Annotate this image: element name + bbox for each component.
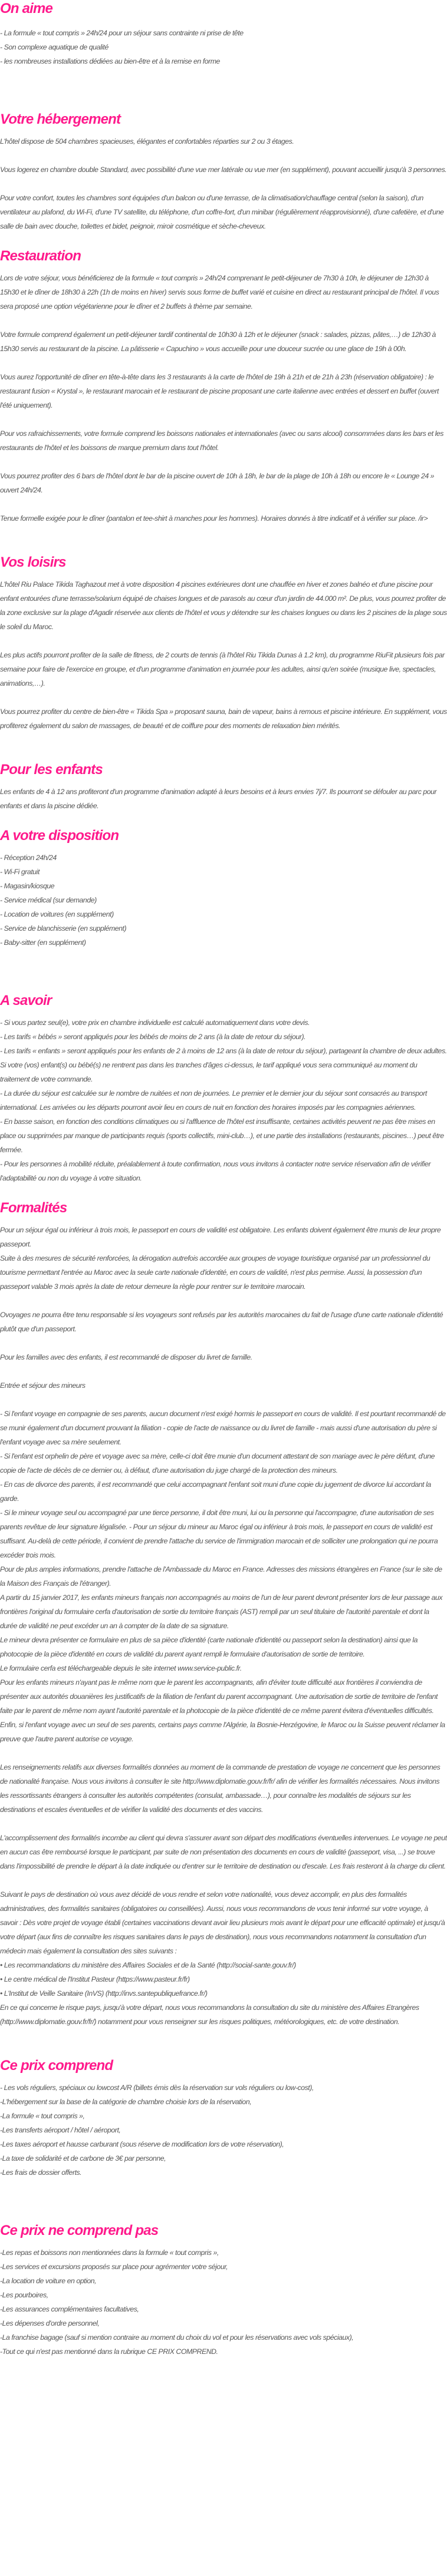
paragraph (0, 163, 447, 177)
section-title: Vos loisirs (0, 554, 66, 570)
paragraph-sanitaire (0, 1887, 447, 2029)
paragraph-text: Tenue formelle exigée pour le dîner (pantalon et tee-shirt à manches pour les hommes). Horaires donnés à titre indicatif et à vérifier sur place. /ir> (0, 514, 428, 523)
list-item: - Si vous partez seul(e), votre prix en chambre individuelle est calculé automatiquement dans votre devis. (0, 1019, 310, 1027)
paragraph-text: Vous aurez l'opportunité de dîner en tête-à-tête dans les 3 restaurants à la carte de l'hôtel de 19h à 21h et de 21h à 23h (réservation obligatoire) : le restaurant fusion « Krystal », le restaurant marocain et le restaurant de piscine proposant une carte italienne avec entrées et dessert en buffet (ouvert l'été uniquement). (0, 373, 439, 409)
paragraph-text: Suite à des mesures de sécurité renforcées, la dérogation autrefois accordée aux groupes de voyage touristique organisé par un professionnel du tourisme permettant l'entrée au Maroc avec la seule carte nationale d'identité, en cours de validité, n'est plus permise. Aussi, la possession d'un passeport valable 3 mois après la date de retour demeure la règle pour rentrer sur le territoire marocain. (0, 1254, 430, 1291)
paragraph (0, 785, 447, 813)
paragraph (0, 577, 447, 634)
section-title: Ce prix ne comprend pas (0, 2223, 159, 2238)
section-hebergement (0, 111, 447, 233)
section-a-savoir (0, 992, 447, 1185)
paragraph-text: A partir du 15 janvier 2017, les enfants mineurs français non accompagnés au moins de l'un de leur parent devront présenter lors de leur passage aux frontières l'original du formulaire cerfa d'autorisation de sortie du territoire français (AST) rempli par un seul titulaire de l'autorité parentale et dont la durée de validité ne peut excéder un an à compter de la date de sa signature. (0, 1593, 443, 1630)
section-enfants (0, 761, 447, 813)
paragraph-text: Enfin, si l'enfant voyage avec un seul de ses parents, certains pays comme l'Algérie, la Bosnie-Herzégovine, le Maroc ou la Suisse peuvent réclamer la preuve que l'autre parent autorise ce voyage. (0, 1721, 445, 1743)
paragraph-text: - Si le mineur voyage seul ou accompagné par une tierce personne, il doit être muni, lui ou la personne qui l'accompagne, d'une autorisation de ses parents revêtue de leur signature légalisée. - Pour un séjour du mineur au Maroc égal ou inférieur à trois mois, le passeport en cours de validité est suffisant. Au-delà de cette période, il convient de prendre l'attache du service de l'immigration marocain et de solliciter une prolongation qui ne pourra excéder trois mois. (0, 1509, 438, 1559)
paragraph-text: Entrée et séjour des mineurs (0, 1381, 86, 1390)
list-item: -La formule « tout compris », (0, 2112, 85, 2120)
paragraph-text: - Si l'enfant voyage en compagnie de ses parents, aucun document n'est exigé hormis le passeport en cours de validité. Il est pourtant recommandé de se munir également d'un document prouvant la filiation - copie de l'acte de naissance ou du livret de famille - mais aussi d'une autorisation du père si l'enfant voyage avec sa mère seulement. (0, 1410, 446, 1446)
paragraph-text: • Les recommandations du ministère des Affaires Sociales et de la Santé (http://social-sante.gouv.fr/) (0, 1961, 296, 1969)
list-item: - Les tarifs « enfants » seront appliqués pour les enfants de 2 à moins de 12 ans (à la date de retour du séjour), partageant la chambre de deux adultes. (0, 1047, 447, 1055)
highlights-list (0, 26, 447, 68)
paragraph-text: - En cas de divorce des parents, il est recommandé que celui accompagnant l'enfant soit muni d'une copie du jugement de divorce lui accordant la garde. (0, 1480, 431, 1503)
paragraph-text: Les plus actifs pourront profiter de la salle de fitness, de 2 courts de tennis (à l'hôtel Riu Tikida Dunas à 1.2 km), du programme RiuFit plusieurs fois par semaine pour faire de l'exercice en groupe, et d'un programme d'animation en journée pour les adultes, ainsi qu'en soirée (musique live, spectacles, animations,…). (0, 651, 445, 687)
section-restauration (0, 247, 447, 554)
paragraph-text: • Le centre médical de l'Institut Pasteur (https://www.pasteur.fr/fr) (0, 1975, 190, 1983)
section-disposition (0, 827, 447, 992)
list-item: - Service de blanchisserie (en supplément) (0, 924, 127, 932)
list-item: - Baby-sitter (en supplément) (0, 938, 86, 947)
paragraph-text: Pour vos rafraichissements, votre formule comprend les boissons nationales et internationales (avec ou sans alcool) consommées dans les bars et les restaurants de l'hôtel et les boissons de marque premium dans tout l'hôtel. (0, 429, 443, 452)
list-item: - La formule « tout compris » 24h/24 pour un séjour sans contrainte ni prise de tête (0, 29, 244, 37)
list-item: Si votre (vos) enfant(s) ou bébé(s) ne rentrent pas dans les tranches d'âges ci-dessus, le tarif appliqué vous sera communiqué au moment du traitement de votre commande. (0, 1061, 418, 1083)
paragraph (0, 705, 447, 733)
list-item: - Son complexe aquatique de qualité (0, 43, 109, 51)
list-item: - Réception 24h/24 (0, 854, 57, 862)
list-item: -La franchise bagage (sauf si mention contraire au moment du choix du vol et pour les réservations avec vols spéciaux), (0, 2333, 354, 2342)
paragraph-text: Suivant le pays de destination où vous avez décidé de vous rendre et selon votre nationalité, vous devez accomplir, en plus des formalités administratives, des formalités sanitaires (obligatoires ou conseillées). Aussi, nous vous recommandons de vous tenir informé sur votre voyage, à savoir : Dès votre projet de voyage établi (certaines vaccinations devant avoir lieu plusieurs mois avant le départ pour une efficacité optimale) et jusqu'à votre départ (aux fins de connaître les risques sanitaires dans le pays de destination), nous vous recommandons notamment la consultation d'un médecin mais également la consultation des sites suivants : (0, 1890, 445, 1955)
paragraph-text: Pour les familles avec des enfants, il est recommandé de disposer du livret de famille. (0, 1353, 252, 1361)
section-title: Restauration (0, 248, 81, 264)
section-prix-comprend (0, 2057, 447, 2222)
paragraph-text: Le formulaire cerfa est téléchargeable depuis le site internet www.service-public.fr. (0, 1664, 242, 1672)
list-item: -Tout ce qui n'est pas mentionné dans la rubrique CE PRIX COMPREND. (0, 2347, 218, 2356)
list-item: - La durée du séjour est calculée sur le nombre de nuitées et non de journées. Le premier et le dernier jour du séjour sont consacrés au transport international. Les arrivées ou les départs pourront avoir lieu en cours de nuit en fonction des horaires imposés par les compagnies aériennes. (0, 1089, 427, 1112)
section-on-aime (0, 0, 447, 111)
paragraph-text: Pour un séjour égal ou inférieur à trois mois, le passeport en cours de validité est obligatoire. Les enfants doivent également être munis de leur propre passeport. (0, 1226, 441, 1248)
list-item: - Location de voitures (en supplément) (0, 910, 114, 918)
paragraph-text: Lors de votre séjour, vous bénéficierez de la formule « tout compris » 24h/24 comprenant le petit-déjeuner de 7h30 à 10h, le déjeuner de 12h30 à 15h30 et le dîner de 18h30 à 22h (1h de moins en hiver) servis sous forme de buffet varié et cuisine en direct au restaurant principal de l'hôtel. Il vous sera proposé une option végétarienne pour le dîner et 2 buffets à thème par semaine. (0, 274, 439, 310)
paragraph-text: Les renseignements relatifs aux diverses formalités données au moment de la commande de prestation de voyage ne concernent que les personnes de nationalité française. Nous vous invitons à consulter le site http://www.diplomatie.gouv.fr/fr/ afin de vérifier les formalités nécessaires. Nous invitons les ressortissants étrangers à consulter les autorités compétentes (consulat, ambassade…), pour connaître les modalités de séjours sur les destinations et escales éventuelles et de vérifier la validité des documents et des vaccins. (0, 1763, 441, 1814)
paragraph-mineurs (0, 1407, 447, 1746)
paragraph-text: Ovoyages ne pourra être tenu responsable si les voyageurs sont refusés par les autorités marocaines du fait de l'usage d'une carte nationale d'identité plutôt que d'un passeport. (0, 1311, 443, 1333)
paragraph (0, 469, 447, 497)
list-item: - En basse saison, en fonction des conditions climatiques ou si l'affluence de l'hôtel est insuffisante, certaines activités peuvent ne pas être mises en place ou supprimées par manque de participants requis (sports collectifs, mini-club…), et une partie des installations (restaurants, piscines…) peut être fermée. (0, 1117, 444, 1154)
paragraph (0, 134, 447, 148)
paragraph (0, 1350, 447, 1364)
paragraph (0, 1760, 447, 1817)
paragraph-text: Vous logerez en chambre double Standard, avec possibilité d'une vue mer latérale ou vue mer (en supplément), pouvant accueillir jusqu'à 3 personnes. (0, 166, 447, 174)
list-item: - Les tarifs « bébés » seront appliqués pour les bébés de moins de 2 ans (à la date de retour du séjour). (0, 1033, 306, 1041)
list-item: -Les transferts aéroport / hôtel / aéroport, (0, 2126, 121, 2134)
list-item: -L'hébergement sur la base de la catégorie de chambre choisie lors de la réservation, (0, 2098, 252, 2106)
list-item: - Les vols réguliers, spéciaux ou lowcost A/R (billets émis dès la réservation sur vols réguliers ou low-cost), (0, 2084, 314, 2092)
paragraph-text: - Si l'enfant est orphelin de père et voyage avec sa mère, celle-ci doit être munie d'un document attestant de son mariage avec le père défunt, d'une copie de l'acte de décès de ce dernier ou, à défaut, d'une autorisation du juge chargé de la protection des mineurs. (0, 1452, 435, 1474)
paragraph (0, 1831, 447, 1873)
list-item: -La location de voiture en option, (0, 2277, 97, 2285)
section-title: Formalités (0, 1200, 67, 1216)
paragraph-text: Votre formule comprend également un petit-déjeuner tardif continental de 10h30 à 12h et le déjeuner (snack : salades, pizzas, pâtes,…) de 12h30 à 15h30 servis au restaurant de la piscine. La pâtisserie « Capuchino » vous accueille pour une douceur sucrée ou une glace de 19h à 00h. (0, 330, 436, 353)
section-title: Votre hébergement (0, 111, 121, 127)
paragraph-text: L'hôtel dispose de 504 chambres spacieuses, élégantes et confortables réparties sur 2 ou 3 étages. (0, 137, 294, 146)
paragraph-text: Pour les enfants mineurs n'ayant pas le même nom que le parent les accompagnants, afin d'éviter toute difficulté aux frontières il conviendra de présenter aux autorités douanières les justificatifs de la filiation de l'enfant du parent accompagnant. Une autorisation de sortie de territoire de l'enfant faite par le parent de même nom ayant l'autorité parentale et la photocopie de la pièce d'identité de ce même parent évitera d'éventuelles difficultés. (0, 1678, 438, 1715)
paragraph-text: • L'Institut de Veille Sanitaire (InVS) (http://invs.santepubliquefrance.fr/) (0, 1989, 208, 1998)
list-item: - Wi-Fi gratuit (0, 868, 40, 876)
included-list (0, 2081, 447, 2180)
info-list (0, 1016, 447, 1185)
paragraph (0, 648, 447, 690)
paragraph-text: Vous pourrez profiter des 6 bars de l'hôtel dont le bar de la piscine ouvert de 10h à 18h, le bar de la plage de 10h à 18h ou encore le « Lounge 24 » ouvert 24h/24. (0, 472, 435, 494)
paragraph (0, 511, 447, 525)
paragraph (0, 1223, 447, 1294)
excluded-list (0, 2246, 447, 2359)
paragraph (0, 1308, 447, 1336)
list-item: -La taxe de solidarité et de carbone de 3€ par personne, (0, 2154, 166, 2162)
list-item: - Magasin/kiosque (0, 882, 55, 890)
paragraph-text: Pour de plus amples informations, prendre l'attache de l'Ambassade du Maroc en France. Adresses des missions étrangères en France (sur le site de la Maison des Français de l'étranger). (0, 1565, 442, 1588)
paragraph-text: Pour votre confort, toutes les chambres sont équipées d'un balcon ou d'une terrasse, de la climatisation/chauffage central (selon la saison), d'un ventilateur au plafond, du Wi-Fi, d'une TV satellite, du téléphone, d'un coffre-fort, d'un minibar (régulièrement réapprovisionné), d'une cafetière, et d'une salle de bain avec douche, toilettes et bidet, peignoir, miroir cosmétique et sèche-cheveux. (0, 194, 444, 230)
section-title: A savoir (0, 993, 52, 1008)
section-loisirs (0, 554, 447, 761)
paragraph (0, 426, 447, 455)
paragraph-text: L'hôtel Riu Palace Tikida Taghazout met à votre disposition 4 piscines extérieures dont une chauffée en hiver et zones balnéo et d'une piscine pour enfant entourées d'une terrasse/solarium équipé de chaises longues et de parasols au cœur d'un jardin de 44.000 m². De plus, vous pourrez profiter de la zone exclusive sur la plage d'Agadir réservée aux clients de l'hôtel et vous y détendre sur les chaises longues ou dans les 2 piscines de la plage sous le soleil du Maroc. (0, 580, 447, 631)
section-formalites (0, 1199, 447, 2057)
paragraph (0, 271, 447, 313)
paragraph-text: Vous pourrez profiter du centre de bien-être « Tikida Spa » proposant sauna, bain de vapeur, bains à remous et piscine intérieure. En supplément, vous profiterez également du salon de massages, de beauté et de coiffure pour des moments de relaxation bien mérités. (0, 707, 447, 730)
list-item: -Les dépenses d'ordre personnel, (0, 2319, 100, 2327)
list-item: - Service médical (sur demande) (0, 896, 97, 904)
list-item: -Les assurances complémentaires facultatives, (0, 2305, 139, 2313)
paragraph-text: L'accomplissement des formalités incombe au client qui devra s'assurer avant son départ des modifications éventuelles intervenues. Le voyage ne peut en aucun cas être remboursé lorsque le participant, par suite de non présentation des documents en cours de validité (passeport, visa, ...) se trouve dans l'impossibilité de prendre le départ à la date indiquée ou d'entrer sur le territoire de destination ou d'escale. Les frais resteront à la charge du client. (0, 1834, 447, 1870)
paragraph (0, 370, 447, 412)
services-list (0, 851, 447, 950)
list-item: -Les repas et boissons non mentionnées dans la formule « tout compris », (0, 2248, 219, 2257)
section-title: A votre disposition (0, 828, 119, 844)
section-title: Ce prix comprend (0, 2058, 113, 2074)
list-item: -Les services et excursions proposés sur place pour agrémenter votre séjour, (0, 2263, 228, 2271)
section-title: On aime (0, 1, 53, 16)
list-item: - Pour les personnes à mobilité réduite, préalablement à toute confirmation, nous vous invitons à contacter notre service réservation afin de vérifier l'adaptabilité ou non du voyage à votre situation. (0, 1160, 431, 1182)
subheading-mineurs (0, 1378, 447, 1393)
paragraph-text: Les enfants de 4 à 12 ans profiteront d'un programme d'animation adapté à leurs besoins et à leurs envies 7j/7. Ils pourront se défouler au parc pour enfants et dans la piscine dédiée. (0, 788, 437, 810)
paragraph (0, 191, 447, 233)
list-item: -Les frais de dossier offerts. (0, 2168, 82, 2177)
paragraph-text: Le mineur devra présenter ce formulaire en plus de sa pièce d'identité (carte nationale d'identité ou passeport selon la destination) ainsi que la photocopie de la pièce d'identité en cours de validité du parent ayant rempli le formulaire d'autorisation de sortie de territoire. (0, 1636, 418, 1658)
list-item: - les nombreuses installations dédiées au bien-être et à la remise en forme (0, 57, 220, 65)
list-item: -Les taxes aéroport et hausse carburant (sous réserve de modification lors de votre réservation), (0, 2140, 284, 2148)
list-item: -Les pourboires, (0, 2291, 48, 2299)
section-prix-ne-comprend-pas (0, 2222, 447, 2359)
paragraph (0, 328, 447, 356)
paragraph-text: En ce qui concerne le risque pays, jusqu'à votre départ, nous vous recommandons la consultation du site du ministère des Affaires Etrangères (http://www.diplomatie.gouv.fr/fr/) notamment pour vous renseigner sur les risques politiques, météorologiques, etc. de votre destination. (0, 2003, 419, 2026)
section-title: Pour les enfants (0, 762, 103, 778)
